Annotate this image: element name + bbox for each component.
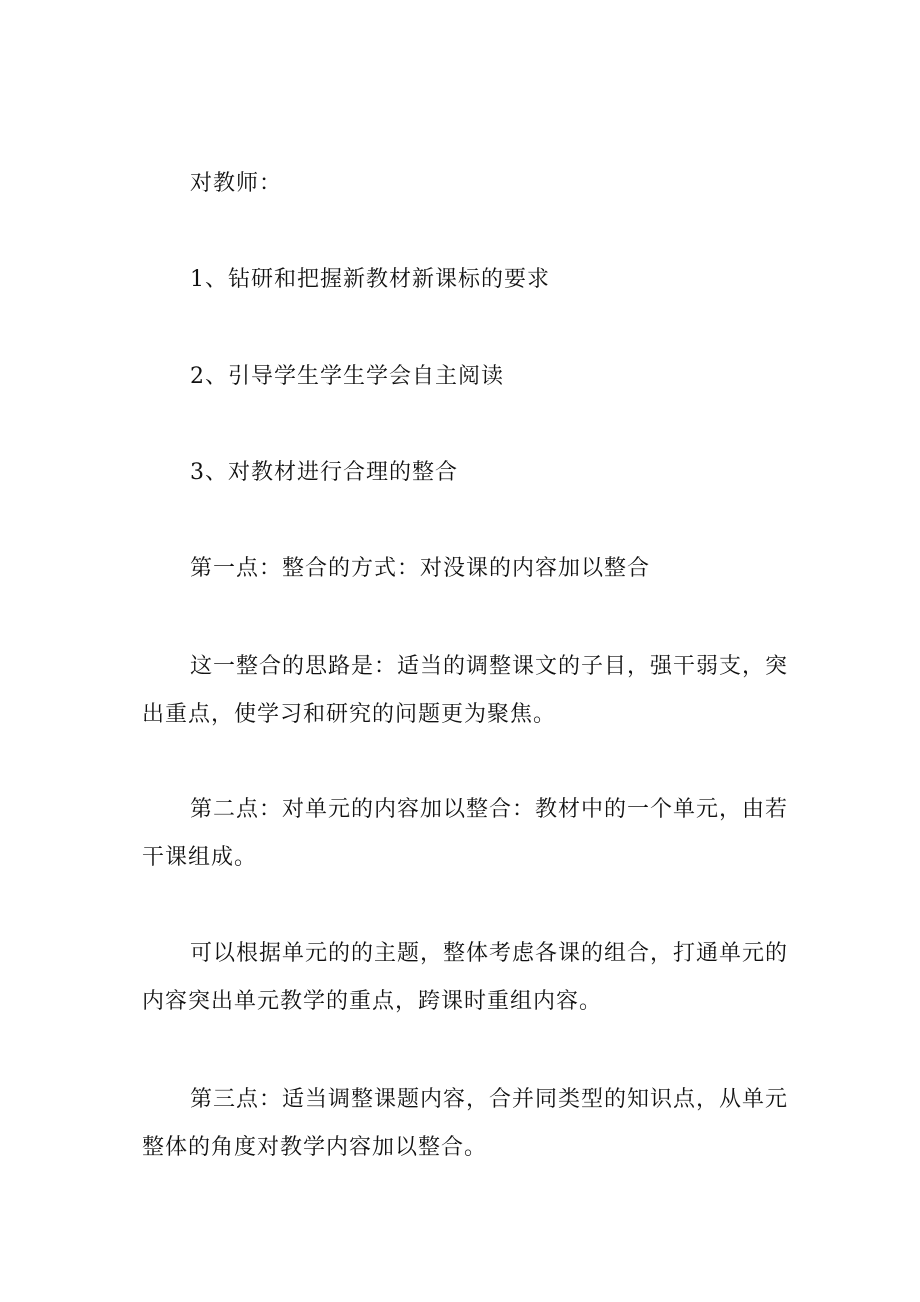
paragraph-item-2: 2、引导学生学生学会自主阅读	[190, 364, 504, 389]
paragraph-teacher-heading: 对教师：	[190, 171, 283, 196]
paragraph-point-2: 第二点：对单元的内容加以整合：教材中的一个单元，由若干课组成。	[142, 797, 789, 870]
paragraph-unit-theme: 可以根据单元的的主题，整体考虑各课的组合，打通单元的内容突出单元教学的重点，跨课时重组内容。	[142, 941, 789, 1014]
paragraph-point-1: 第一点：整合的方式：对没课的内容加以整合	[190, 556, 651, 581]
paragraph-integration-idea: 这一整合的思路是：适当的调整课文的子目，强干弱支，突出重点，使学习和研究的问题更为聚焦。	[142, 654, 789, 727]
paragraph-point-3: 第三点：适当调整课题内容，合并同类型的知识点，从单元整体的角度对教学内容加以整合。	[142, 1087, 789, 1160]
paragraph-item-1: 1、钻研和把握新教材新课标的要求	[190, 267, 550, 292]
paragraph-item-3: 3、对教材进行合理的整合	[190, 460, 458, 485]
